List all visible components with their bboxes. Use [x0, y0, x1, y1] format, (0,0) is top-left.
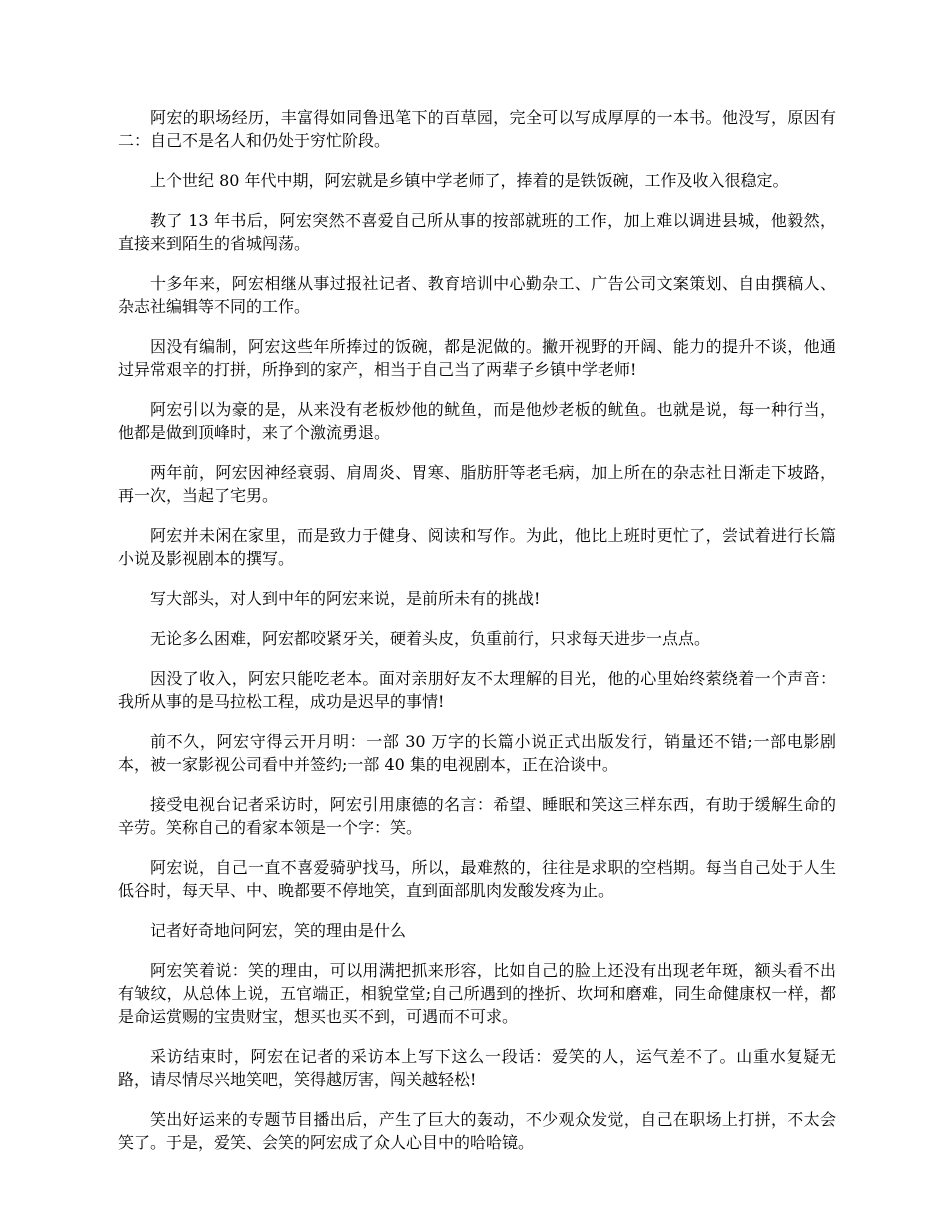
- article-body: [118, 106, 836, 1171]
- paragraph: 阿宏笑着说：笑的理由，可以用满把抓来形容，比如自己的脸上还没有出现老年斑，额头看不出有皱纹，从总体上说，五官端正，相貌堂堂;自己所遇到的挫折、坎坷和磨难，同生命健康权一样，都是命运赏赐的宝贵财宝，想买也买不到，可遇而不可求。: [118, 961, 836, 1026]
- paragraph: 因没了收入，阿宏只能吃老本。面对亲朋好友不太理解的目光，他的心里始终萦绕着一个声音：我所从事的是马拉松工程，成功是迟早的事情!: [118, 669, 836, 711]
- paragraph: 笑出好运来的专题节目播出后，产生了巨大的轰动，不少观众发觉，自己在职场上打拼，不太会笑了。于是，爱笑、会笑的阿宏成了众人心目中的哈哈镜。: [118, 1110, 836, 1152]
- paragraph: 前不久，阿宏守得云开月明：一部 30 万字的长篇小说正式出版发行，销量还不错;一部电影剧本，被一家影视公司看中并签约;一部 40 集的电视剧本，正在洽谈中。: [118, 732, 836, 774]
- paragraph: 阿宏说，自己一直不喜爱骑驴找马，所以，最难熬的，往往是求职的空档期。每当自己处于人生低谷时，每天早、中、晚都要不停地笑，直到面部肌肉发酸发疼为止。: [118, 858, 836, 900]
- paragraph: 两年前，阿宏因神经衰弱、肩周炎、胃寒、脂肪肝等老毛病，加上所在的杂志社日渐走下坡路，再一次，当起了宅男。: [118, 463, 836, 505]
- paragraph: 十多年来，阿宏相继从事过报社记者、教育培训中心勤杂工、广告公司文案策划、自由撰稿人、杂志社编辑等不同的工作。: [118, 274, 836, 316]
- paragraph: 无论多么困难，阿宏都咬紧牙关，硬着头皮，负重前行，只求每天进步一点点。: [150, 629, 711, 648]
- paragraph: 阿宏并未闲在家里，而是致力于健身、阅读和写作。为此，他比上班时更忙了，尝试着进行长篇小说及影视剧本的撰写。: [118, 526, 836, 568]
- paragraph: 写大部头，对人到中年的阿宏来说，是前所未有的挑战!: [150, 589, 541, 608]
- paragraph: 阿宏引以为豪的是，从来没有老板炒他的鱿鱼，而是他炒老板的鱿鱼。也就是说，每一种行当，他都是做到顶峰时，来了个激流勇退。: [118, 400, 836, 442]
- paragraph: 因没有编制，阿宏这些年所捧过的饭碗，都是泥做的。撇开视野的开阔、能力的提升不谈，他通过异常艰辛的打拼，所挣到的家产，相当于自己当了两辈子乡镇中学老师!: [118, 337, 836, 379]
- paragraph: 阿宏的职场经历，丰富得如同鲁迅笔下的百草园，完全可以写成厚厚的一本书。他没写，原因有二：自己不是名人和仍处于穷忙阶段。: [118, 108, 836, 150]
- paragraph: 接受电视台记者采访时，阿宏引用康德的名言：希望、睡眠和笑这三样东西，有助于缓解生命的辛劳。笑称自己的看家本领是一个字：笑。: [118, 795, 836, 837]
- paragraph: 记者好奇地问阿宏，笑的理由是什么: [150, 921, 407, 940]
- paragraph: 采访结束时，阿宏在记者的采访本上写下这么一段话：爱笑的人，运气差不了。山重水复疑无路，请尽情尽兴地笑吧，笑得越厉害，闯关越轻松!: [118, 1047, 836, 1089]
- paragraph: 上个世纪 80 年代中期，阿宏就是乡镇中学老师了，捧着的是铁饭碗，工作及收入很稳定。: [150, 171, 789, 190]
- paragraph: 教了 13 年书后，阿宏突然不喜爱自己所从事的按部就班的工作，加上难以调进县城，他毅然，直接来到陌生的省城闯荡。: [118, 211, 836, 253]
